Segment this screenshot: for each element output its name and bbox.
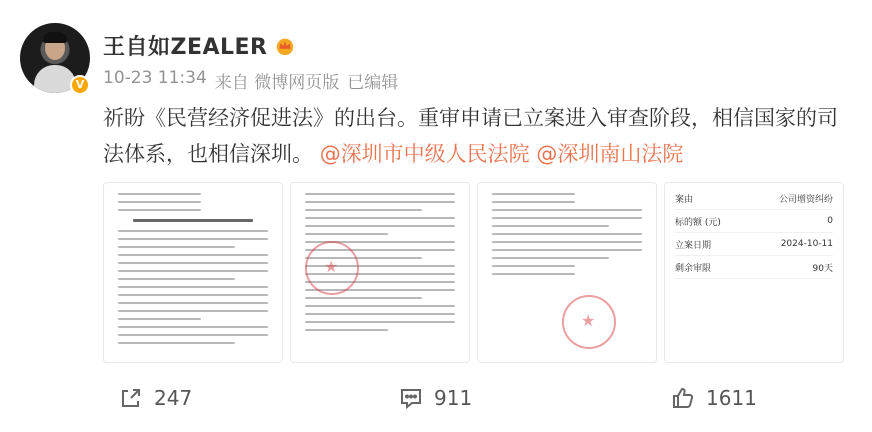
comment-count: 911 xyxy=(434,386,473,410)
case-row-label: 案由 xyxy=(675,194,694,205)
action-bar xyxy=(0,385,872,421)
share-button[interactable] xyxy=(118,385,192,411)
mention-link[interactable]: @深圳南山法院 xyxy=(536,142,684,166)
like-button[interactable] xyxy=(670,385,757,411)
author-name[interactable]: 王自如ZEALER xyxy=(103,35,268,60)
mention-link[interactable]: @深圳市中级人民法院 xyxy=(319,142,530,166)
avatar-hair xyxy=(43,32,67,43)
post-time[interactable]: 10-23 11:34 xyxy=(103,68,207,88)
image-thumbnail[interactable] xyxy=(103,182,283,363)
case-row-value: 公司增资纠纷 xyxy=(778,194,833,205)
case-row-label: 立案日期 xyxy=(675,240,712,251)
case-row xyxy=(675,233,833,256)
case-row xyxy=(675,187,833,210)
image-thumbnail[interactable] xyxy=(477,182,657,363)
case-row-value: 90天 xyxy=(812,263,833,274)
author-row xyxy=(103,30,296,61)
comment-icon xyxy=(398,385,424,411)
image-thumbnail[interactable] xyxy=(290,182,470,363)
case-row xyxy=(675,256,833,279)
avatar-body xyxy=(34,65,76,93)
comment-button[interactable] xyxy=(398,385,472,411)
post-meta xyxy=(103,68,398,93)
thumbs-up-icon xyxy=(670,385,696,411)
image-grid xyxy=(103,182,844,363)
case-row-label: 标的额 (元) xyxy=(675,217,721,228)
case-row-value: 2024-10-11 xyxy=(780,239,833,249)
case-row-label: 剩余审限 xyxy=(675,263,712,274)
case-row-value: 0 xyxy=(827,216,833,226)
case-info-card[interactable] xyxy=(664,182,844,363)
post-source: 来自 微博网页版 xyxy=(214,73,340,93)
post-edited[interactable]: 已编辑 xyxy=(347,73,399,93)
share-icon xyxy=(118,385,144,411)
verified-badge: V xyxy=(70,75,90,95)
share-count: 247 xyxy=(154,386,193,410)
case-row xyxy=(675,210,833,233)
post-text: 祈盼《民营经济促进法》的出台。重审申请已立案进入审查阶段，相信国家的司法体系，也相信深圳。 xyxy=(103,106,838,166)
crown-icon xyxy=(274,35,296,57)
post-content xyxy=(103,100,858,172)
like-count: 1611 xyxy=(706,386,757,410)
